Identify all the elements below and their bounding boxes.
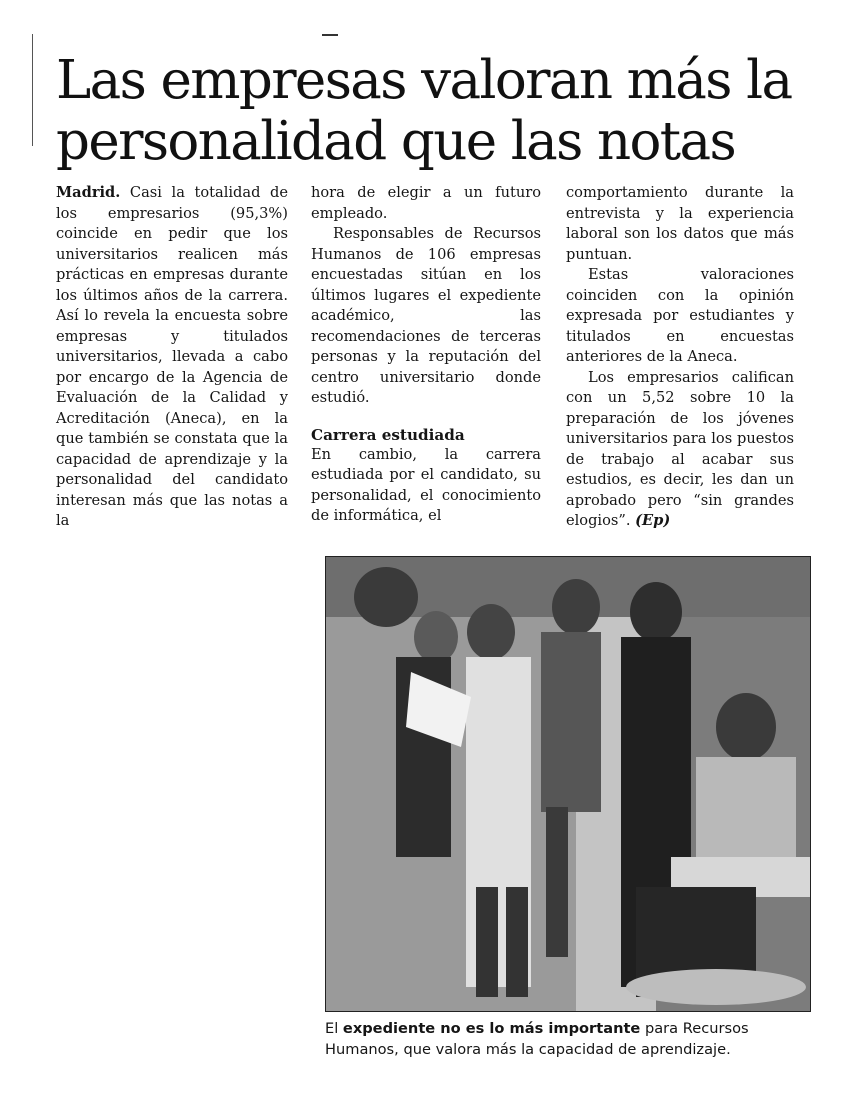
top-mark	[322, 34, 338, 36]
column-2-paragraph-1: hora de elegir a un futuro empleado.	[311, 184, 541, 222]
caption-prefix: El	[325, 1020, 343, 1037]
column-rule	[32, 34, 33, 146]
column-2-paragraph-2: Responsables de Recursos Humanos de 106 empresas encuestadas sitúan en los últimos lugares el expediente académico, las recomendaciones de terceras personas y la reputación del centro universitario donde estudió.	[311, 225, 541, 406]
article-column-1	[56, 183, 288, 532]
agency-credit: (Ep)	[635, 512, 671, 529]
column-3-paragraph-1: comportamiento durante la entrevista y la experiencia laboral son los datos que más puntuan.	[566, 184, 794, 263]
article-column-2	[311, 183, 541, 527]
subhead: Carrera estudiada	[311, 425, 465, 444]
column-3-paragraph-3	[566, 368, 794, 532]
column-1-text: Casi la totalidad de los empresarios (95,3%) coincide en pedir que los universitarios realicen más prácticas en empresas durante los últimos años de la carrera. Así lo revela la encuesta sobre empresas y titulados universitarios, llevada a cabo por encargo de la Agencia de Evaluación de la Calidad y Acreditación (Aneca), en la que también se constata que la capacidad de aprendizaje y la personalidad del candidato interesan más que las notas a la	[56, 184, 288, 529]
news-photo	[325, 556, 811, 1012]
article-column-3	[566, 183, 794, 532]
headline: Las empresas valoran más la personalidad que las notas	[56, 50, 792, 172]
caption-emphasis: expediente no es lo más importante	[342, 1020, 641, 1037]
photo-illustration	[326, 557, 810, 1011]
column-2-paragraph-3: En cambio, la carrera estudiada por el candidato, su personalidad, el conocimiento de informática, el	[311, 445, 541, 524]
column-3-paragraph-2: Estas valoraciones coinciden con la opinión expresada por estudiantes y titulados en encuestas anteriores de la Aneca.	[566, 266, 794, 365]
lead-location: Madrid.	[56, 184, 121, 201]
caption-rest: para Recursos Humanos, que valora más la capacidad de aprendizaje.	[325, 1020, 749, 1058]
photo-caption	[325, 1018, 809, 1060]
column-3-paragraph-3-text: Los empresarios califican con un 5,52 sobre 10 la preparación de los jóvenes universitarios para los puestos de trabajo al acabar sus estudios, es decir, les dan un aprobado pero “sin grandes elogios”.	[566, 368, 794, 529]
